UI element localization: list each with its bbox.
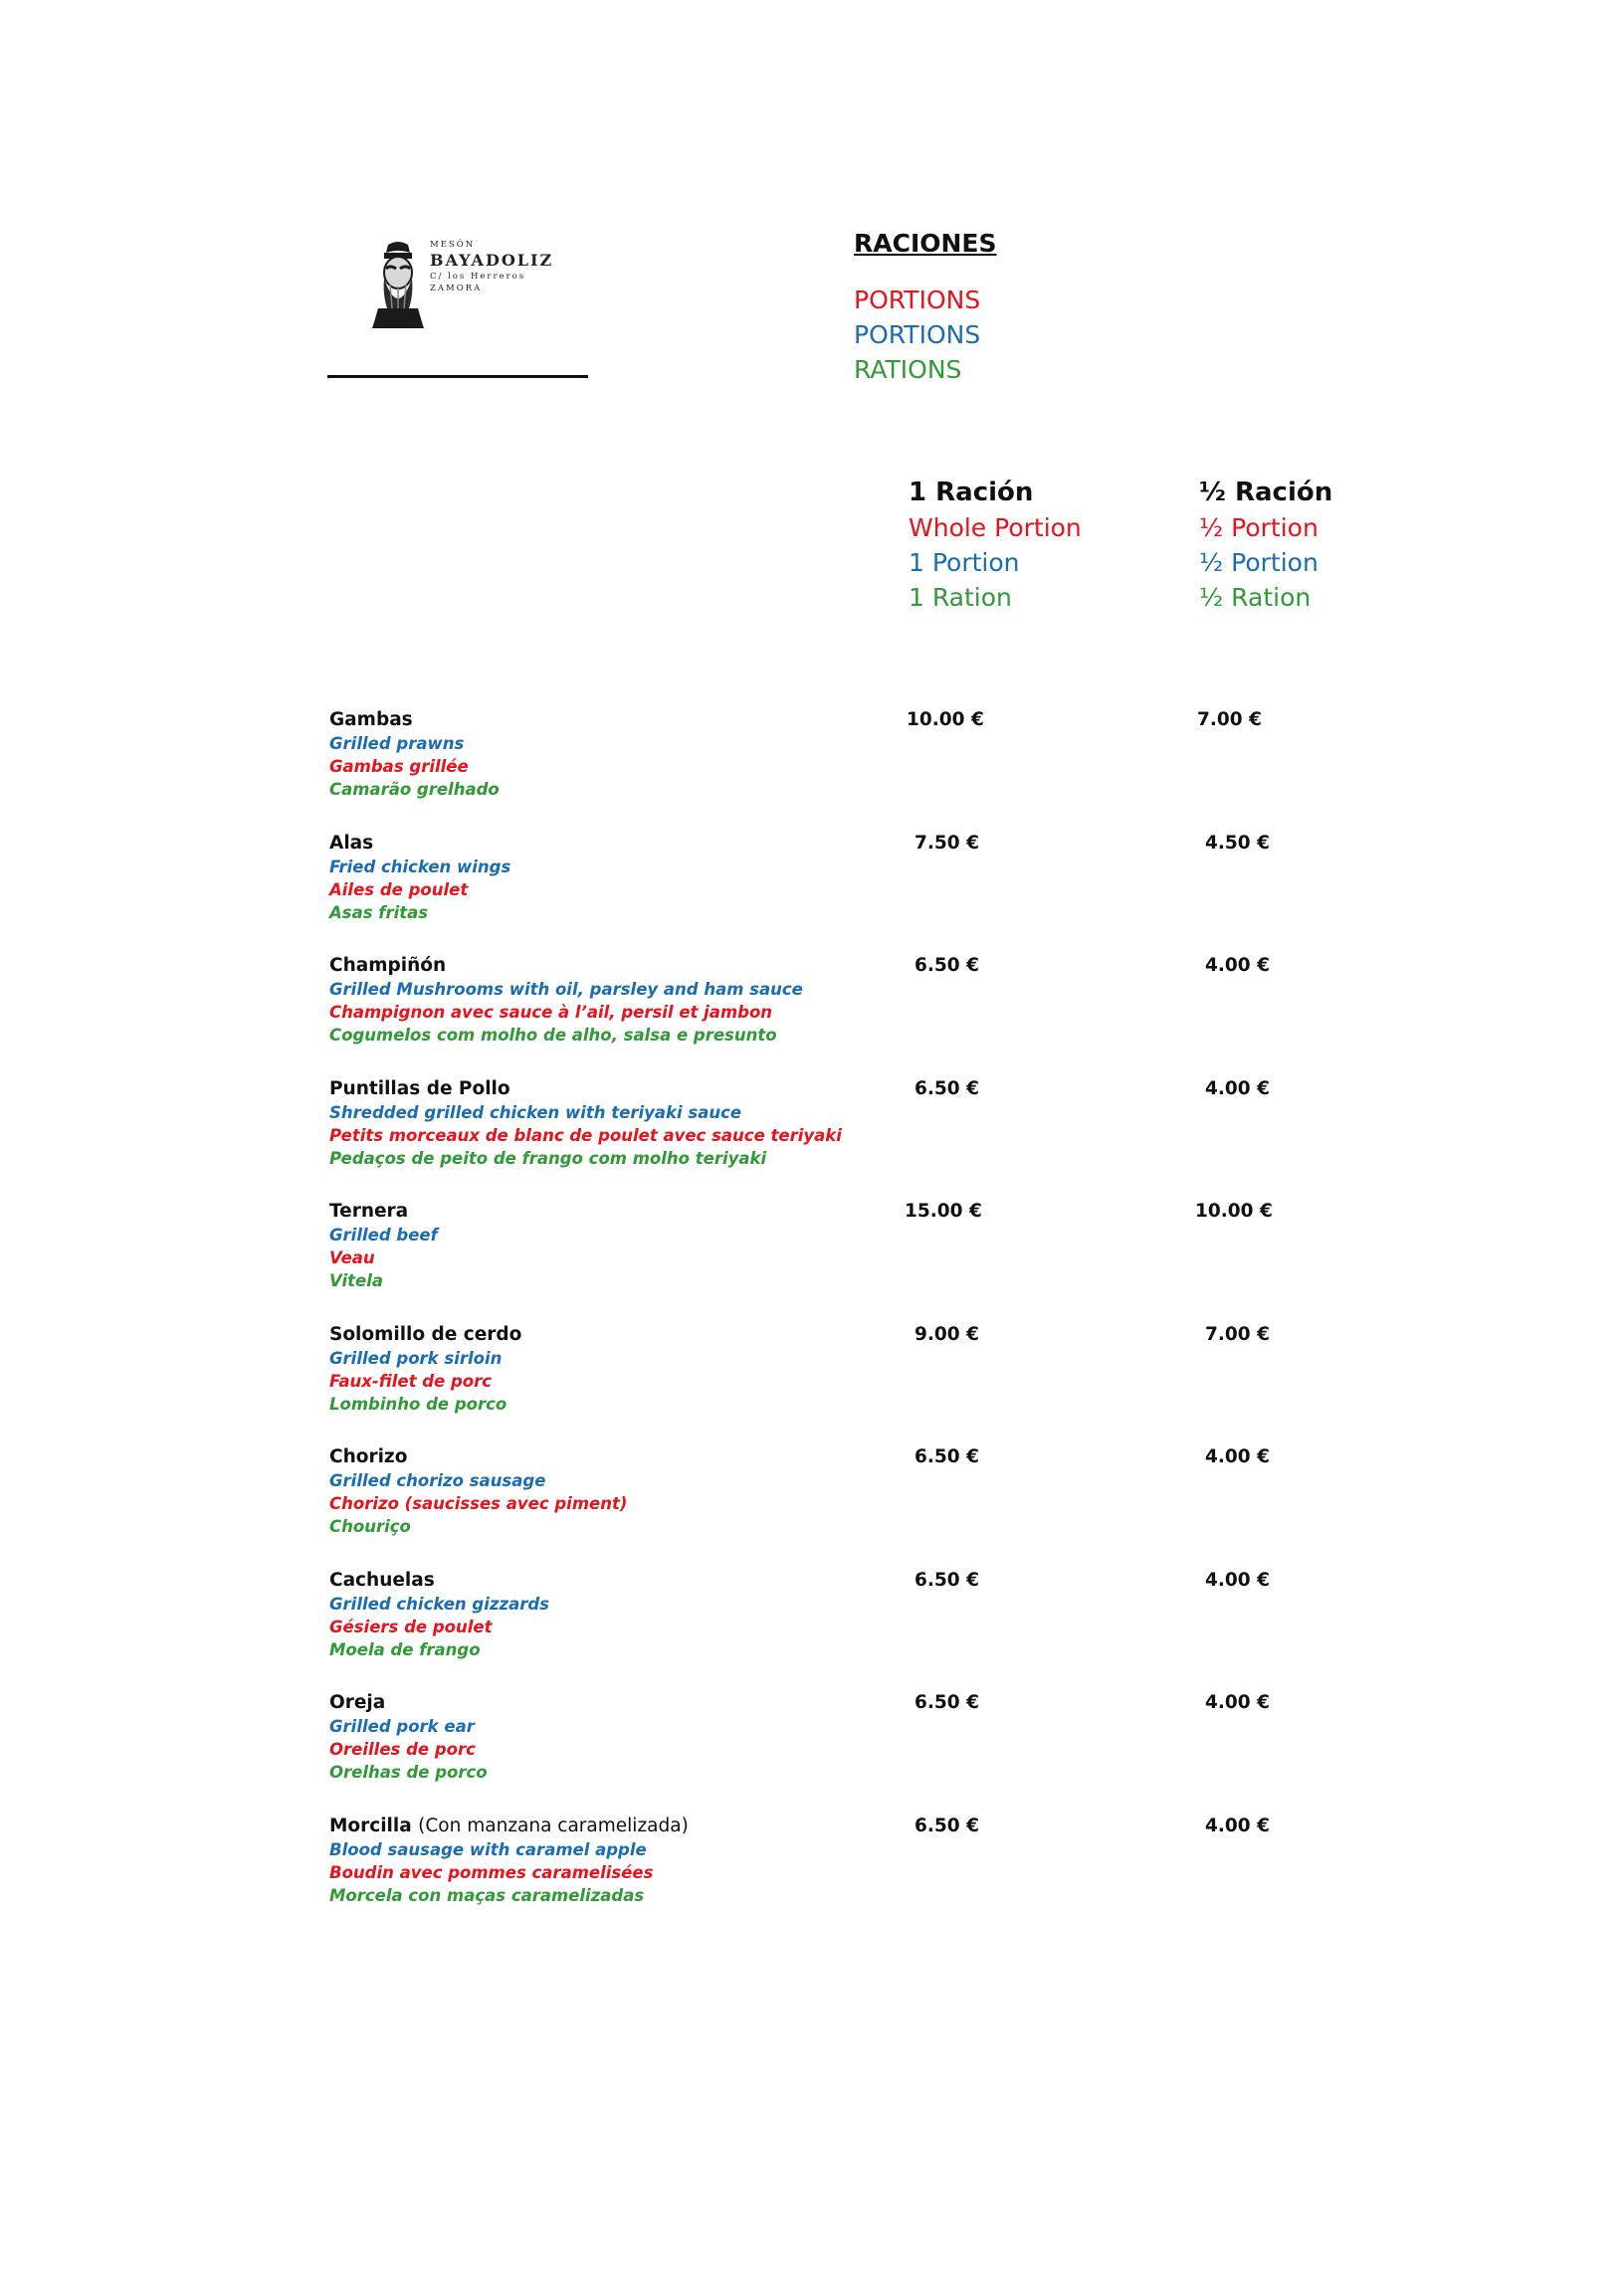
- menu-item: [329, 1323, 1324, 1446]
- item-name: Gambas: [329, 709, 413, 730]
- price-full: 6.50 €: [914, 1692, 979, 1713]
- item-english: Fried chicken wings: [329, 857, 511, 876]
- item-english: Grilled chorizo sausage: [329, 1471, 546, 1490]
- column-title-full: 1 Ración: [909, 478, 1034, 507]
- menu-title-block: [854, 227, 997, 387]
- price-full: 9.00 €: [914, 1323, 979, 1345]
- item-portuguese: Asas fritas: [329, 902, 429, 922]
- column-pt-half: ½ Ration: [1199, 583, 1312, 612]
- item-english: Grilled beef: [329, 1226, 438, 1244]
- column-en-full: 1 Portion: [909, 548, 1020, 577]
- item-french: Boudin avec pommes caramelisées: [329, 1862, 654, 1882]
- price-half: 4.00 €: [1205, 1446, 1270, 1467]
- item-french: Petits morceaux de blanc de poulet avec sauce teriyaki: [329, 1125, 842, 1145]
- column-title-half: ½ Ración: [1199, 478, 1333, 507]
- menu-items: [329, 708, 1324, 1937]
- price-half: 7.00 €: [1205, 1323, 1270, 1345]
- item-french: Oreilles de porc: [329, 1740, 476, 1759]
- price-full: 6.50 €: [914, 1077, 979, 1099]
- item-french: Gésiers de poulet: [329, 1617, 493, 1636]
- header-divider: [327, 375, 588, 378]
- price-full: 15.00 €: [905, 1201, 982, 1222]
- price-half: 4.00 €: [1205, 1569, 1270, 1591]
- item-name: Oreja: [329, 1692, 386, 1713]
- item-name: Puntillas de Pollo: [329, 1077, 510, 1099]
- item-english: Blood sausage with caramel apple: [329, 1839, 647, 1859]
- item-note: (Con manzana caramelizada): [418, 1815, 689, 1836]
- item-name: Alas: [329, 832, 374, 854]
- subtitle-fr: PORTIONS: [854, 286, 981, 314]
- item-english: Grilled pork ear: [329, 1717, 475, 1736]
- price-full: 10.00 €: [907, 709, 984, 730]
- price-full: 7.50 €: [914, 832, 979, 854]
- logo-name: BAYADOLIZ: [430, 251, 554, 270]
- item-portuguese: Vitela: [329, 1271, 384, 1290]
- item-portuguese: Orelhas de porco: [329, 1763, 488, 1782]
- price-full: 6.50 €: [914, 1815, 979, 1836]
- column-en-half: ½ Portion: [1199, 548, 1319, 577]
- logo-line-3: C/ los Herreros: [430, 272, 526, 282]
- item-english: Shredded grilled chicken with teriyaki sauce: [329, 1102, 742, 1122]
- item-english: Grilled pork sirloin: [329, 1348, 503, 1368]
- price-half: 4.00 €: [1205, 1692, 1270, 1713]
- item-english: Grilled chicken gizzards: [329, 1594, 550, 1614]
- menu-item: [329, 1815, 1324, 1938]
- portrait-logo-icon: [370, 239, 426, 328]
- logo-line-4: ZAMORA: [430, 284, 483, 293]
- menu-item: [329, 1691, 1324, 1815]
- price-full: 6.50 €: [914, 1569, 979, 1591]
- item-portuguese: Camarão grelhado: [329, 780, 500, 799]
- restaurant-logo: [370, 239, 569, 328]
- logo-line-1: MESÓN: [430, 240, 476, 250]
- menu-item: [329, 1569, 1324, 1692]
- price-half: 7.00 €: [1197, 709, 1262, 730]
- item-french: Chorizo (saucisses avec piment): [329, 1494, 628, 1513]
- item-name: Ternera: [329, 1201, 409, 1222]
- price-half: 4.00 €: [1205, 1815, 1270, 1836]
- item-french: Veau: [329, 1248, 375, 1267]
- item-french: Ailes de poulet: [329, 879, 469, 899]
- menu-item: [329, 1077, 1324, 1201]
- column-header-full: [909, 476, 1082, 615]
- item-english: Grilled prawns: [329, 734, 465, 753]
- item-portuguese: Pedaços de peito de frango com molho teriyaki: [329, 1148, 767, 1168]
- item-french: Faux-filet de porc: [329, 1371, 493, 1391]
- logo-wordmark: [430, 239, 553, 294]
- item-portuguese: Morcela con maças caramelizadas: [329, 1885, 645, 1905]
- menu-item: [329, 708, 1324, 832]
- price-half: 4.50 €: [1205, 832, 1270, 854]
- item-english: Grilled Mushrooms with oil, parsley and ham sauce: [329, 980, 803, 999]
- price-full: 6.50 €: [914, 1446, 979, 1467]
- menu-title: RACIONES: [854, 229, 997, 258]
- item-portuguese: Moela de frango: [329, 1639, 481, 1659]
- item-name: Champiñón: [329, 955, 447, 976]
- menu-item: [329, 832, 1324, 955]
- column-pt-full: 1 Ration: [909, 583, 1012, 612]
- item-name: Chorizo: [329, 1446, 408, 1467]
- menu-item: [329, 1200, 1324, 1323]
- item-french: Champignon avec sauce à l’ail, persil et jambon: [329, 1003, 773, 1022]
- column-header-half: [1199, 476, 1332, 615]
- price-half: 4.00 €: [1205, 955, 1270, 976]
- menu-item: [329, 954, 1324, 1077]
- column-fr-full: Whole Portion: [909, 513, 1082, 542]
- item-portuguese: Lombinho de porco: [329, 1394, 508, 1414]
- item-name: Cachuelas: [329, 1569, 435, 1591]
- subtitle-pt: RATIONS: [854, 355, 962, 384]
- item-portuguese: Chouriço: [329, 1517, 411, 1536]
- item-french: Gambas grillée: [329, 757, 469, 776]
- price-full: 6.50 €: [914, 955, 979, 976]
- price-half: 4.00 €: [1205, 1077, 1270, 1099]
- subtitle-en: PORTIONS: [854, 320, 981, 349]
- column-fr-half: ½ Portion: [1199, 513, 1319, 542]
- menu-item: [329, 1445, 1324, 1569]
- price-half: 10.00 €: [1195, 1201, 1273, 1222]
- item-name: Solomillo de cerdo: [329, 1323, 522, 1345]
- item-portuguese: Cogumelos com molho de alho, salsa e presunto: [329, 1026, 777, 1045]
- item-name: Morcilla (Con manzana caramelizada): [329, 1815, 689, 1836]
